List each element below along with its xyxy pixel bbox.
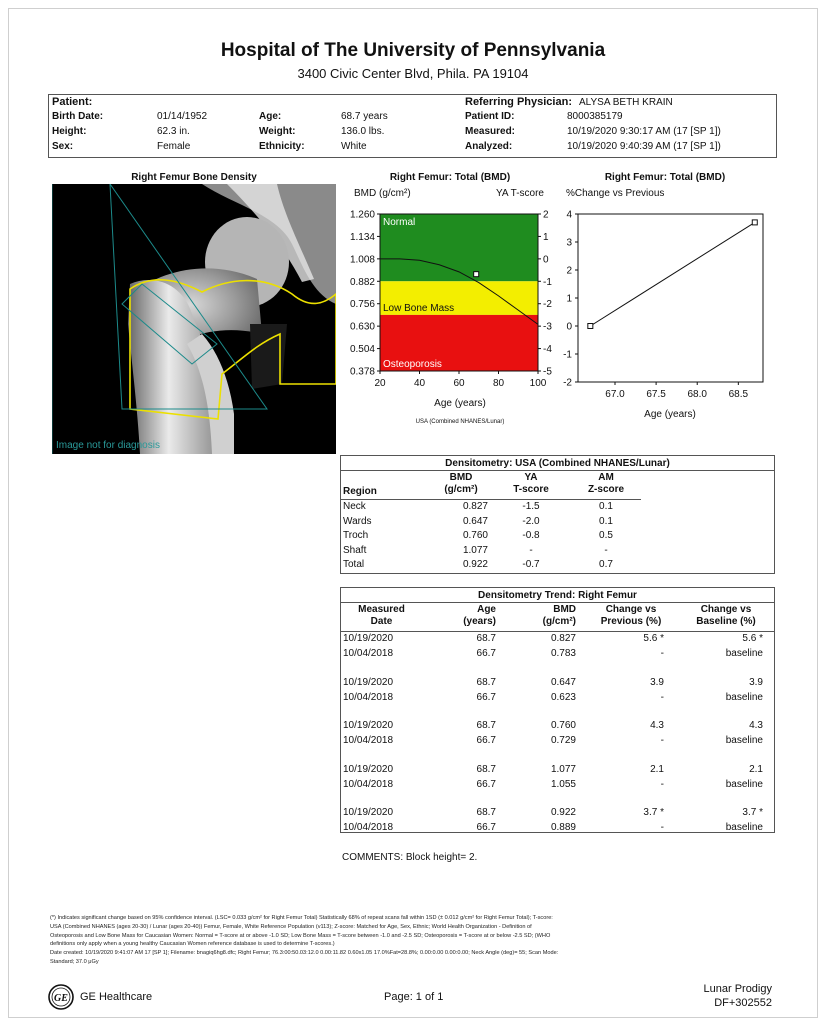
densitometry-title: Densitometry: USA (Combined NHANES/Lunar) bbox=[445, 458, 670, 469]
birth-date-label: Birth Date: bbox=[52, 111, 104, 122]
tscore-tick: -1 bbox=[543, 276, 552, 288]
ethnicity-label: Ethnicity: bbox=[259, 141, 305, 152]
prev-change-cell: - bbox=[660, 822, 664, 833]
prev-change-cell: 3.9 bbox=[650, 676, 664, 688]
region-cell: Neck bbox=[343, 501, 366, 512]
col-bmd-header: BMD bbox=[449, 472, 473, 483]
bmd-y-tick: 0.630 bbox=[349, 321, 375, 333]
bmd-cell: 1.077 bbox=[462, 544, 488, 556]
bmd-chart-xlabel: Age (years) bbox=[434, 398, 486, 409]
prev-change-cell: - bbox=[660, 778, 664, 790]
bmd-y-tick: 0.504 bbox=[349, 344, 375, 356]
zone-low-label: Low Bone Mass bbox=[383, 302, 455, 314]
trend-y-tick: 3 bbox=[566, 237, 572, 249]
trend-bmd-cell: 0.889 bbox=[550, 822, 576, 833]
age-cell: 66.7 bbox=[476, 822, 496, 833]
base-change-cell: baseline bbox=[725, 648, 763, 659]
date-cell: 10/19/2020 bbox=[343, 720, 394, 731]
trend-y-tick: 0 bbox=[566, 321, 572, 333]
am-cell: 0.5 bbox=[599, 530, 613, 541]
bmd-y-tick: 0.882 bbox=[349, 276, 375, 288]
image-title: Right Femur Bone Density bbox=[131, 172, 257, 183]
base-change-cell: baseline bbox=[725, 778, 763, 790]
age-label: Age: bbox=[259, 111, 282, 122]
prev-change-cell: 3.7 * bbox=[643, 807, 664, 818]
trend-chart-xlabel: Age (years) bbox=[644, 409, 696, 420]
base-change-cell: 2.1 bbox=[749, 763, 763, 775]
sex-value: Female bbox=[157, 141, 191, 152]
age-cell: 68.7 bbox=[476, 676, 496, 688]
col-age-header: Age bbox=[477, 604, 496, 615]
trend-bmd-cell: 0.783 bbox=[550, 648, 576, 659]
bmd-x-tick: 20 bbox=[374, 378, 386, 389]
tscore-tick: 1 bbox=[543, 231, 549, 243]
base-change-cell: 3.7 * bbox=[742, 807, 763, 818]
age-cell: 66.7 bbox=[476, 778, 496, 790]
trend-bmd-cell: 0.760 bbox=[550, 720, 576, 731]
age-cell: 68.7 bbox=[476, 720, 496, 731]
bmd-chart-source: USA (Combined NHANES/Lunar) bbox=[415, 419, 505, 425]
footnote-line: definitions only apply when a young healthy Caucasian Women reference database is used to determine T-scores.) bbox=[50, 941, 335, 948]
tscore-tick: 0 bbox=[543, 254, 549, 266]
trend-y-tick: 1 bbox=[566, 293, 572, 305]
bmd-x-tick: 100 bbox=[529, 378, 547, 389]
trend-bmd-cell: 0.827 bbox=[550, 633, 576, 644]
patient-point bbox=[474, 272, 479, 277]
ethnicity-value: White bbox=[341, 141, 367, 152]
patient-id-label: Patient ID: bbox=[465, 111, 515, 122]
bmd-chart-y2label: YA T-score bbox=[496, 188, 544, 199]
trend-point bbox=[752, 220, 757, 225]
trend-bmd-cell: 1.077 bbox=[550, 763, 576, 775]
bmd-y-tick: 1.260 bbox=[349, 209, 375, 221]
col-ya-header: YA bbox=[524, 472, 538, 483]
trend-title: Densitometry Trend: Right Femur bbox=[478, 590, 637, 601]
prev-change-cell: 4.3 bbox=[650, 720, 664, 731]
densitometry-table bbox=[340, 455, 775, 574]
bmd-x-tick: 60 bbox=[453, 378, 465, 389]
bmd-cell: 0.760 bbox=[462, 530, 488, 541]
patient-info-box bbox=[48, 94, 777, 158]
col-prev-subheader: Previous (%) bbox=[600, 616, 662, 627]
col-age-unit: (years) bbox=[463, 616, 496, 627]
trend-x-tick: 68.5 bbox=[728, 389, 749, 400]
trend-x-tick: 67.0 bbox=[605, 389, 625, 400]
ge-logo-icon bbox=[48, 984, 74, 1010]
date-cell: 10/19/2020 bbox=[343, 807, 394, 818]
trend-bmd-cell: 0.623 bbox=[550, 691, 576, 703]
base-change-cell: baseline bbox=[725, 735, 763, 746]
trend-bmd-cell: 0.647 bbox=[550, 676, 576, 688]
trend-y-tick: -1 bbox=[563, 349, 572, 361]
patient-id-value: 8000385179 bbox=[567, 111, 623, 122]
physician-value: ALYSA BETH KRAIN bbox=[579, 97, 673, 108]
col-am-header: AM bbox=[598, 472, 614, 483]
footnote-line: (*) Indicates significant change based on 95% confidence interval. (LSC= 0.033 g/cm² for Right Femur Total) Statistically 68% of repeat scans fall within 1SD (± 0.012 g/cm² for Right Femur Total); T-score: bbox=[50, 915, 553, 921]
am-cell: 0.7 bbox=[599, 559, 613, 570]
age-value: 68.7 years bbox=[341, 111, 388, 122]
sex-label: Sex: bbox=[52, 141, 74, 152]
trend-chart-ylabel: %Change vs Previous bbox=[566, 188, 665, 199]
patient-label: Patient: bbox=[52, 96, 93, 108]
am-cell: - bbox=[604, 544, 608, 556]
col-trend-bmd-unit: (g/cm²) bbox=[542, 616, 576, 627]
base-change-cell: 3.9 bbox=[749, 676, 763, 688]
ge-logo-text: GE bbox=[54, 993, 68, 1004]
ya-cell: -2.0 bbox=[522, 515, 540, 527]
tscore-tick: -3 bbox=[543, 321, 552, 333]
age-cell: 68.7 bbox=[476, 633, 496, 644]
bmd-chart-ylabel: BMD (g/cm²) bbox=[354, 188, 411, 199]
brand-name: GE Healthcare bbox=[80, 991, 153, 1003]
footnote-line: Date created: 10/19/2020 9:41:07 AM 17 [SP 1]; Filename: bnagiq6hg8.dfc; Right Femur; 76.3:00:50.03:12.0 0.00:11.82 0.60x1.05 17.0%Fat=28.8%; 0.00:0.00 0.00:0.00; Neck Angle (deg)= 55; Scan Mode: bbox=[50, 950, 559, 957]
col-region-header: Region bbox=[343, 486, 377, 497]
base-change-cell: 5.6 * bbox=[742, 633, 763, 644]
trend-x-tick: 68.0 bbox=[687, 389, 707, 400]
bmd-y-tick: 0.756 bbox=[349, 299, 375, 311]
footnote-line: Osteoporosis and Low Bone Mass for Caucasian Women: Normal = T-score at or above -1.0 SD; Low Bone Mass = T-score between -1.0 and -2.5 SD; Osteoporosis = T-score at or below -2.5 SD; (WHO bbox=[50, 932, 551, 939]
bmd-chart bbox=[340, 202, 560, 402]
trend-y-tick: 4 bbox=[566, 209, 572, 221]
physician-label: Referring Physician: bbox=[465, 96, 572, 108]
page-number: Page: 1 of 1 bbox=[384, 991, 444, 1003]
device-id: DF+302552 bbox=[714, 997, 772, 1009]
trend-point bbox=[588, 324, 593, 329]
trend-chart-title: Right Femur: Total (BMD) bbox=[604, 172, 726, 183]
scan-watermark: Image not for diagnosis bbox=[56, 440, 160, 451]
bmd-y-tick: 0.378 bbox=[349, 366, 375, 378]
col-date-subheader: Date bbox=[370, 616, 393, 627]
col-bmd-unit: (g/cm²) bbox=[444, 484, 478, 495]
femur-scan-image bbox=[52, 184, 336, 454]
base-change-cell: 4.3 bbox=[749, 720, 763, 731]
trend-chart bbox=[556, 204, 776, 414]
bmd-y-tick: 1.134 bbox=[349, 231, 375, 243]
hospital-address: 3400 Civic Center Blvd, Phila. PA 19104 bbox=[297, 66, 529, 81]
height-label: Height: bbox=[52, 126, 87, 137]
region-cell: Total bbox=[343, 559, 365, 570]
trend-bmd-cell: 1.055 bbox=[550, 778, 576, 790]
prev-change-cell: 2.1 bbox=[650, 763, 664, 775]
tscore-tick: -5 bbox=[543, 366, 552, 378]
ya-cell: -1.5 bbox=[522, 501, 540, 512]
age-cell: 68.7 bbox=[476, 763, 496, 775]
zone-osteo-label: Osteoporosis bbox=[383, 359, 442, 370]
tscore-tick: -2 bbox=[543, 299, 552, 311]
measured-value: 10/19/2020 9:30:17 AM (17 [SP 1]) bbox=[567, 126, 721, 137]
tscore-tick: 2 bbox=[543, 209, 549, 221]
date-cell: 10/19/2020 bbox=[343, 633, 394, 644]
device-name: Lunar Prodigy bbox=[703, 983, 772, 995]
region-cell: Shaft bbox=[343, 544, 367, 556]
prev-change-cell: - bbox=[660, 691, 664, 703]
weight-label: Weight: bbox=[259, 126, 296, 137]
comments: COMMENTS: Block height= 2. bbox=[342, 852, 478, 863]
bmd-x-tick: 80 bbox=[492, 378, 505, 389]
age-cell: 68.7 bbox=[476, 807, 496, 818]
footnote-line: Standard; 37.0 μGy bbox=[50, 958, 99, 965]
base-change-cell: baseline bbox=[725, 822, 763, 833]
col-base-header: Change vs bbox=[700, 604, 752, 615]
trend-x-tick: 67.5 bbox=[646, 389, 666, 400]
age-cell: 66.7 bbox=[476, 691, 496, 703]
region-cell: Troch bbox=[343, 530, 369, 541]
col-ya-subheader: T-score bbox=[513, 484, 549, 495]
region-cell: Wards bbox=[343, 515, 372, 527]
bmd-y-tick: 1.008 bbox=[349, 254, 375, 266]
bmd-cell: 0.647 bbox=[462, 515, 488, 527]
prev-change-cell: - bbox=[660, 648, 664, 659]
base-change-cell: baseline bbox=[725, 691, 763, 703]
ya-cell: -0.7 bbox=[522, 559, 540, 570]
col-am-subheader: Z-score bbox=[587, 484, 625, 495]
height-value: 62.3 in. bbox=[157, 126, 190, 137]
date-cell: 10/19/2020 bbox=[343, 763, 394, 775]
bmd-cell: 0.827 bbox=[462, 501, 488, 512]
ya-cell: - bbox=[529, 544, 533, 556]
zone-normal-label: Normal bbox=[383, 217, 416, 228]
bmd-chart-title: Right Femur: Total (BMD) bbox=[389, 172, 511, 183]
date-cell: 10/04/2018 bbox=[343, 691, 394, 703]
weight-value: 136.0 lbs. bbox=[341, 126, 385, 137]
measured-label: Measured: bbox=[465, 126, 516, 137]
date-cell: 10/04/2018 bbox=[343, 735, 394, 746]
age-cell: 66.7 bbox=[476, 735, 496, 746]
hospital-name: Hospital of The University of Pennsylvania bbox=[220, 40, 606, 61]
col-base-subheader: Baseline (%) bbox=[696, 616, 756, 627]
date-cell: 10/04/2018 bbox=[343, 648, 394, 659]
birth-date-value: 01/14/1952 bbox=[157, 111, 208, 122]
analyzed-value: 10/19/2020 9:40:39 AM (17 [SP 1]) bbox=[567, 141, 721, 152]
footnotes bbox=[50, 914, 780, 967]
trend-y-tick: 2 bbox=[566, 265, 572, 277]
date-cell: 10/19/2020 bbox=[343, 676, 394, 688]
date-cell: 10/04/2018 bbox=[343, 822, 394, 833]
age-cell: 66.7 bbox=[476, 648, 496, 659]
bmd-cell: 0.922 bbox=[462, 559, 488, 570]
prev-change-cell: - bbox=[660, 735, 664, 746]
prev-change-cell: 5.6 * bbox=[643, 633, 664, 644]
trend-table bbox=[340, 587, 775, 833]
am-cell: 0.1 bbox=[599, 501, 613, 512]
trend-bmd-cell: 0.922 bbox=[550, 807, 576, 818]
ya-cell: -0.8 bbox=[522, 530, 540, 541]
col-date-header: Measured bbox=[358, 604, 405, 615]
date-cell: 10/04/2018 bbox=[343, 778, 394, 790]
footnote-line: USA (Combined NHANES (ages 20-30) / Lunar (ages 20-40)) Femur, Female, White Reference Population (v113); Z-score: Matched for Age, Sex, Ethnic; World Health Organization - Definition of bbox=[50, 923, 532, 930]
col-trend-bmd-header: BMD bbox=[553, 604, 576, 615]
am-cell: 0.1 bbox=[599, 515, 613, 527]
col-prev-header: Change vs bbox=[605, 604, 657, 615]
bmd-x-tick: 40 bbox=[413, 378, 426, 389]
analyzed-label: Analyzed: bbox=[465, 141, 513, 152]
tscore-tick: -4 bbox=[543, 344, 552, 356]
trend-bmd-cell: 0.729 bbox=[550, 735, 576, 746]
trend-y-tick: -2 bbox=[563, 377, 572, 389]
